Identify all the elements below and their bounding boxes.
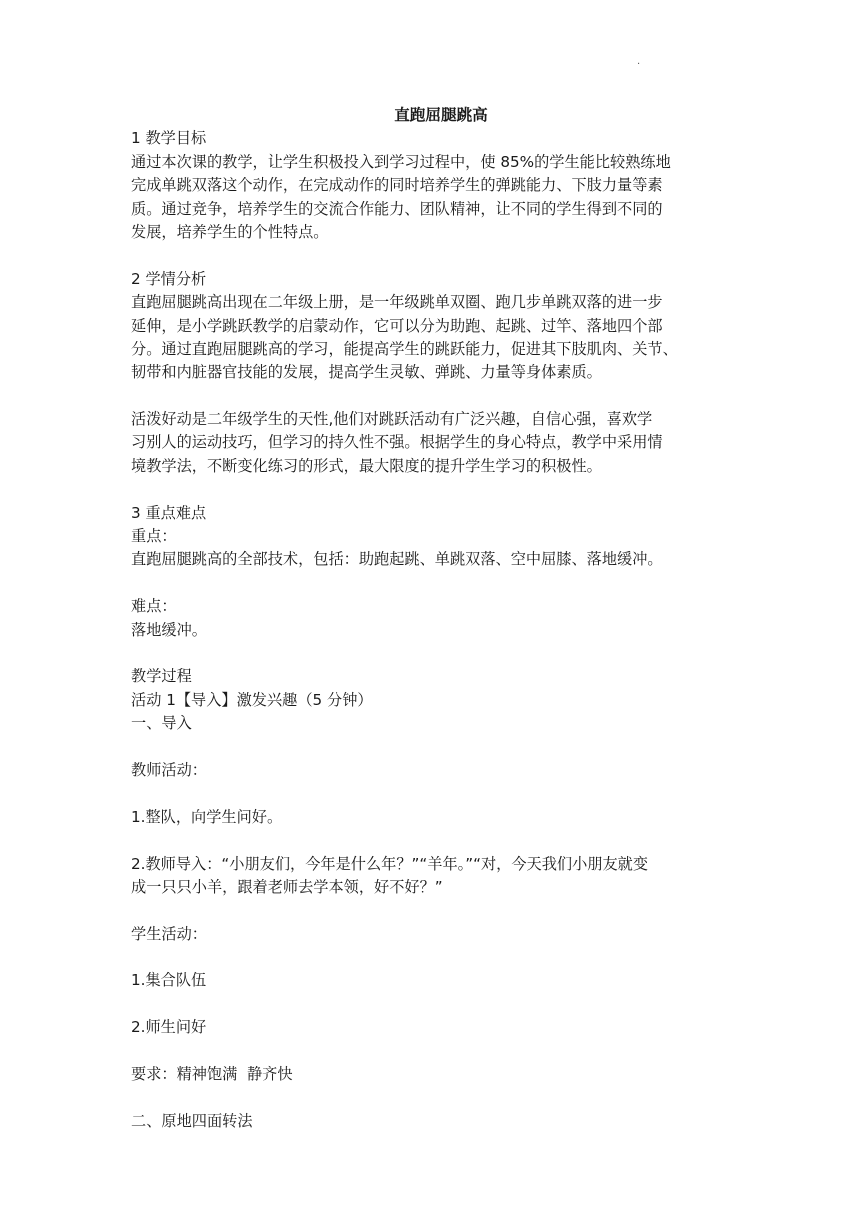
analysis-line: 活泼好动是二年级学生的天性,他们对跳跃活动有广泛兴趣，自信心强，喜欢学: [131, 410, 653, 429]
student-item: 1.集合队伍: [131, 971, 207, 990]
section-heading-objectives: 1 教学目标: [131, 129, 207, 148]
teacher-item: 2.教师导入：“小朋友们，今年是什么年？”“羊年。”“对，今天我们小朋友就变: [131, 854, 649, 873]
difficulty-text: 落地缓冲。: [131, 620, 207, 639]
objectives-line: 质。通过竞争，培养学生的交流合作能力、团队精神，让不同的学生得到不同的: [131, 199, 663, 218]
difficulty-label: 难点：: [131, 597, 177, 616]
key-point-label: 重点：: [131, 527, 177, 546]
teacher-activity-label: 教师活动：: [131, 760, 207, 779]
section-heading-process: 教学过程: [131, 667, 192, 686]
key-point-text: 直跑屈腿跳高的全部技术，包括：助跑起跳、单跳双落、空中屈膝、落地缓冲。: [131, 550, 663, 569]
header-mark: ·: [637, 59, 641, 70]
analysis-line: 境教学法，不断变化练习的形式，最大限度的提升学生学习的积极性。: [131, 456, 602, 475]
analysis-line: 延伸，是小学跳跃教学的启蒙动作，它可以分为助跑、起跳、过竿、落地四个部: [131, 316, 663, 335]
activity-heading: 活动 1【导入】激发兴趣（5 分钟）: [131, 690, 373, 709]
teacher-item: 成一只只小羊，跟着老师去学本领，好不好？”: [131, 877, 443, 896]
analysis-line: 直跑屈腿跳高出现在二年级上册，是一年级跳单双圈、跑几步单跳双落的进一步: [131, 293, 663, 312]
part-heading: 二、原地四面转法: [131, 1111, 253, 1130]
section-heading-key-points: 3 重点难点: [131, 503, 207, 522]
student-activity-label: 学生活动：: [131, 924, 207, 943]
part-heading: 一、导入: [131, 714, 192, 733]
document-body: [131, 104, 751, 1133]
document-title: 直跑屈腿跳高: [394, 106, 488, 124]
teacher-item: 1.整队，向学生问好。: [131, 807, 283, 826]
requirement-text: 要求：精神饱满 静齐快: [131, 1065, 293, 1084]
analysis-line: 韧带和内脏器官技能的发展，提高学生灵敏、弹跳、力量等身体素质。: [131, 363, 602, 382]
objectives-line: 完成单跳双落这个动作，在完成动作的同时培养学生的弹跳能力、下肢力量等素: [131, 176, 663, 195]
objectives-line: 通过本次课的教学，让学生积极投入到学习过程中，使 85%的学生能比较熟练地: [131, 152, 671, 171]
analysis-line: 习别人的运动技巧，但学习的持久性不强。根据学生的身心特点，教学中采用情: [131, 433, 663, 452]
objectives-line: 发展，培养学生的个性特点。: [131, 222, 329, 241]
section-heading-analysis: 2 学情分析: [131, 269, 207, 288]
student-item: 2.师生问好: [131, 1018, 207, 1037]
analysis-line: 分。通过直跑屈腿跳高的学习，能提高学生的跳跃能力，促进其下肢肌肉、关节、: [131, 339, 678, 358]
